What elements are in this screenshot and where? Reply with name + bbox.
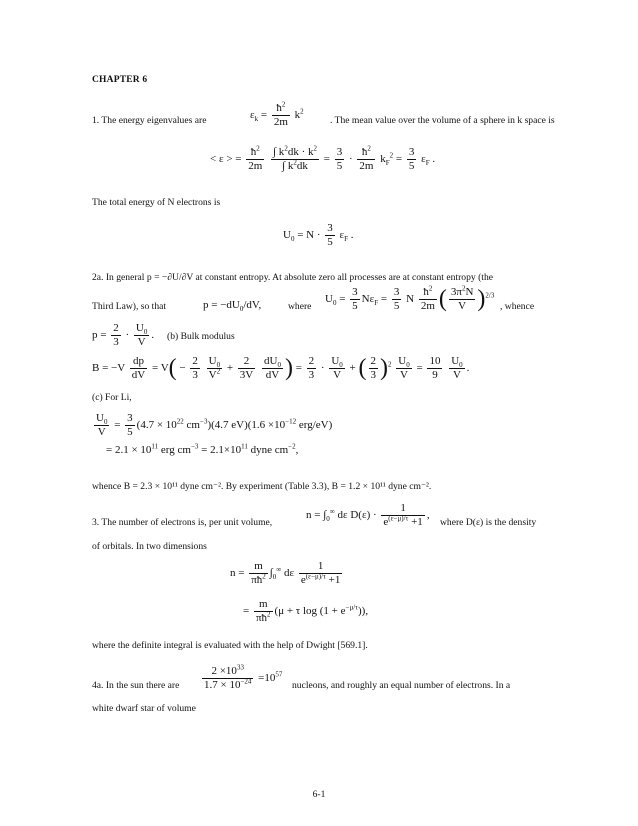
p3-line2: of orbitals. In two dimensions bbox=[92, 541, 207, 552]
p2a-whence: , whence bbox=[500, 301, 535, 312]
eq-pressure-result: p = $\frac{2}{3}$ · $\frac{U_0}{V}$ . bbox=[92, 322, 155, 348]
eq-total-energy: $U_0 = N$ · $\frac{3}{5}$ $\varepsilon_F$ . bbox=[283, 222, 354, 248]
p1-lead-text: 1. The energy eigenvalues are bbox=[92, 115, 207, 126]
bulk-modulus-label: (b) Bulk modulus bbox=[167, 331, 235, 342]
page-number: 6-1 bbox=[312, 790, 326, 800]
p3-line3: where the definite integral is evaluated with the help of Dwight [569.1]. bbox=[92, 640, 368, 651]
p2a-line2-lead: Third Law), so that bbox=[92, 301, 167, 312]
p4a-lead-text: 4a. In the sun there are bbox=[92, 680, 180, 691]
chapter-heading: CHAPTER 6 bbox=[92, 75, 148, 85]
eq-2d-density-result: = $\frac{m}{\pi ħ^2}$ (μ + τ $\log (1 + e^{-\mu/\tau})$), bbox=[243, 598, 369, 624]
eq-bulk-modulus: B = −V $\frac{dp}{dV}$ = V( − $\frac{2}{3}$ $\frac{U_0}{V^2}$ + $\frac{2}{3V}$ $\frac{dU_0}{dV}$ ) = $\frac{2}{3}$ · $\frac{U_0}{V}$ + ( $\frac{2}{3}$ )$^2$ $\frac{U_0}{V}$ = $\frac{10}{9}$ $\frac{U_0}{V}$ . bbox=[92, 355, 470, 381]
eq-u0-fermi: $U_0$ = $\frac{3}{5}$ $N\varepsilon_F$ = $\frac{3}{5}$ N $\frac{ħ^2}{2m}$ ( $\frac{3\pi^2N}{V}$ )$^{2/3}$ bbox=[325, 284, 495, 312]
p4a-tail-text: nucleons, and roughly an equal number of electrons. In a bbox=[292, 680, 511, 691]
p4a-line2: white dwarf star of volume bbox=[92, 703, 196, 714]
p1-tail-text: . The mean value over the volume of a sphere in k space is bbox=[330, 115, 555, 126]
bulk-comparison-text: whence B = 2.3 × 10¹¹ dyne cm⁻². By experiment (Table 3.3), B = 1.2 × 10¹¹ dyne cm⁻². bbox=[92, 481, 432, 492]
eq-li-energy-density: $\frac{U_0}{V}$ = $\frac{3}{5}$ ($4.7 \times 10^{22}$ $cm^{-3})(4.7$ $eV)(1.6 \times 10^{-12}$ erg/eV) bbox=[96, 412, 333, 438]
p2a-where: where bbox=[288, 301, 312, 312]
p3-tail-text: where D(ε) is the density bbox=[440, 517, 537, 528]
p3-lead-text: 3. The number of electrons is, per unit volume, bbox=[92, 517, 273, 528]
for-li-label: (c) For Li, bbox=[92, 392, 132, 403]
eq-pressure-def: $p = -dU_0/dV$, bbox=[203, 299, 262, 314]
eq-electron-density: $n = \int_0^\infty$ dε D(ε) · $\frac{1}{e^{(\varepsilon-\mu)/\tau} +1}$ , bbox=[306, 502, 430, 528]
eq-nucleon-count: $\frac{2 \times 10^{33}}{1.7 \times 10^{-24}}$ $=10^{57}$ bbox=[204, 663, 283, 691]
p2a-line1: 2a. In general p = −∂U/∂V at constant entropy. At absolute zero all processes are at constant entropy (the bbox=[92, 272, 493, 283]
eq-energy-eigenvalue: $\varepsilon_k$ = $\frac{ħ^2}{2m}$ $k^2$ bbox=[250, 100, 304, 128]
total-energy-text: The total energy of N electrons is bbox=[92, 197, 221, 208]
eq-li-energy-result: = $2.1 \times 10^{11}$ erg $cm^{-3} = 2.1\times 10^{11}$ dyne $cm^{-2}$, bbox=[106, 442, 299, 456]
eq-mean-energy: < ε > = $\frac{ħ^2}{2m}$ $\frac{\int k^2dk \cdot k^2}{\int k^2dk}$ = $\frac{3}{5}$ · $\frac{ħ^2}{2m}$ $k_F^2$ = $\frac{3}{5}$ $\varepsilon_F$ . bbox=[210, 144, 436, 172]
eq-2d-density-integral: n = $\frac{m}{\pi ħ^2}$ $\int_0^\infty$ dε $\frac{1}{e^{(\varepsilon-\mu)/\tau} +1}$ bbox=[230, 560, 341, 586]
